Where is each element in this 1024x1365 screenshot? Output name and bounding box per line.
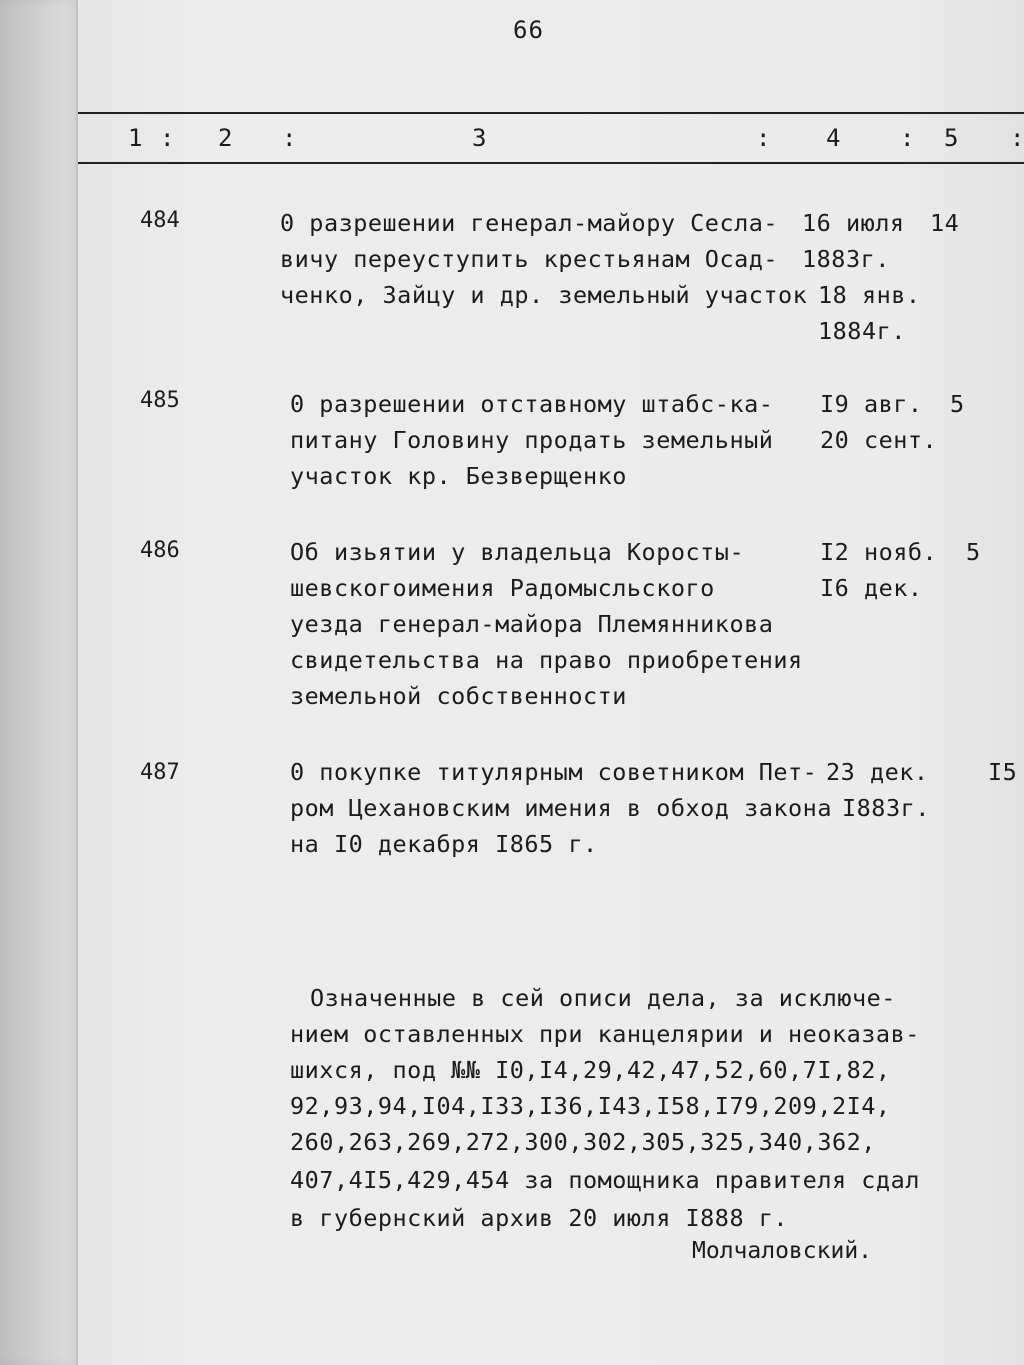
entry-title-line: свидетельства на право приобретения [290,646,803,674]
closing-line: 260,263,269,272,300,302,305,325,340,362, [290,1128,876,1156]
entry-date: 20 сент. [820,426,938,454]
entry-title-line: вичу переуступить крестьянам Осад- [280,245,779,273]
column-separator: : [756,124,771,152]
entry-title-line: уезда генерал-майора Племянникова [290,610,774,638]
entry-title-line: питану Головину продать земельный [290,426,774,454]
column-separator: : [1010,124,1024,152]
signature: Молчаловский. [692,1238,873,1264]
column-header-4: 4 [826,124,841,152]
entry-title-line: участок кр. Безверщенко [290,462,627,490]
closing-line: Означенные в сей описи дела, за исключе- [310,984,896,1012]
entry-title-line: 0 разрешении генерал-майору Сесла- [280,209,779,237]
closing-line: шихся, под №№ I0,I4,29,42,47,52,60,7I,82, [290,1056,891,1084]
closing-line: 92,93,94,I04,I33,I36,I43,I58,I79,209,2I4, [290,1092,891,1120]
column-separator: : [900,124,915,152]
entry-date: 1883г. [802,245,890,273]
page-fold-edge [76,0,78,1365]
header-rule-bottom [78,162,1024,164]
entry-title-line: на I0 декабря I865 г. [290,830,598,858]
entry-title-line: ченко, Зайцу и др. земельный участок [280,281,808,309]
entry-number: 484 [140,208,180,233]
page-number: 66 [513,16,544,44]
entry-sheets: 5 [966,538,981,566]
entry-date: I9 авг. [820,390,923,418]
entry-date: 16 июля [802,209,905,237]
column-header-2: 2 [218,124,233,152]
entry-number: 487 [140,760,180,785]
entry-title-line: шевскогоимения Радомысльского [290,574,715,602]
entry-title-line: земельной собственности [290,682,627,710]
entry-number: 485 [140,388,180,413]
column-separator: : [160,124,175,152]
entry-date: 23 дек. [826,758,929,786]
column-separator: : [282,124,297,152]
closing-line: 407,4I5,429,454 за помощника правителя сдал [290,1166,920,1194]
column-header-1: 1 [128,124,143,152]
entry-sheets: I5 [988,758,1018,786]
header-rule-top [78,112,1024,114]
column-header-5: 5 [944,124,959,152]
closing-line: в губернский архив 20 июля I888 г. [290,1204,789,1232]
entry-title-line: 0 покупке титулярным советником Пет- [290,758,818,786]
book-spine-shadow [0,0,78,1365]
entry-title-line: ром Цехановским имения в обход закона [290,794,832,822]
entry-date: I6 дек. [820,574,923,602]
column-header-3: 3 [472,124,487,152]
entry-date: I883г. [842,794,930,822]
entry-date: I2 нояб. [820,538,938,566]
entry-date: 18 янв. [818,281,921,309]
entry-date: 1884г. [818,317,906,345]
entry-title-line: 0 разрешении отставному штабс-ка- [290,390,774,418]
entry-sheets: 14 [930,209,960,237]
entry-number: 486 [140,538,180,563]
entry-sheets: 5 [950,390,965,418]
closing-line: нием оставленных при канцелярии и неоказав- [290,1020,920,1048]
entry-title-line: Об изьятии у владельца Коросты- [290,538,745,566]
